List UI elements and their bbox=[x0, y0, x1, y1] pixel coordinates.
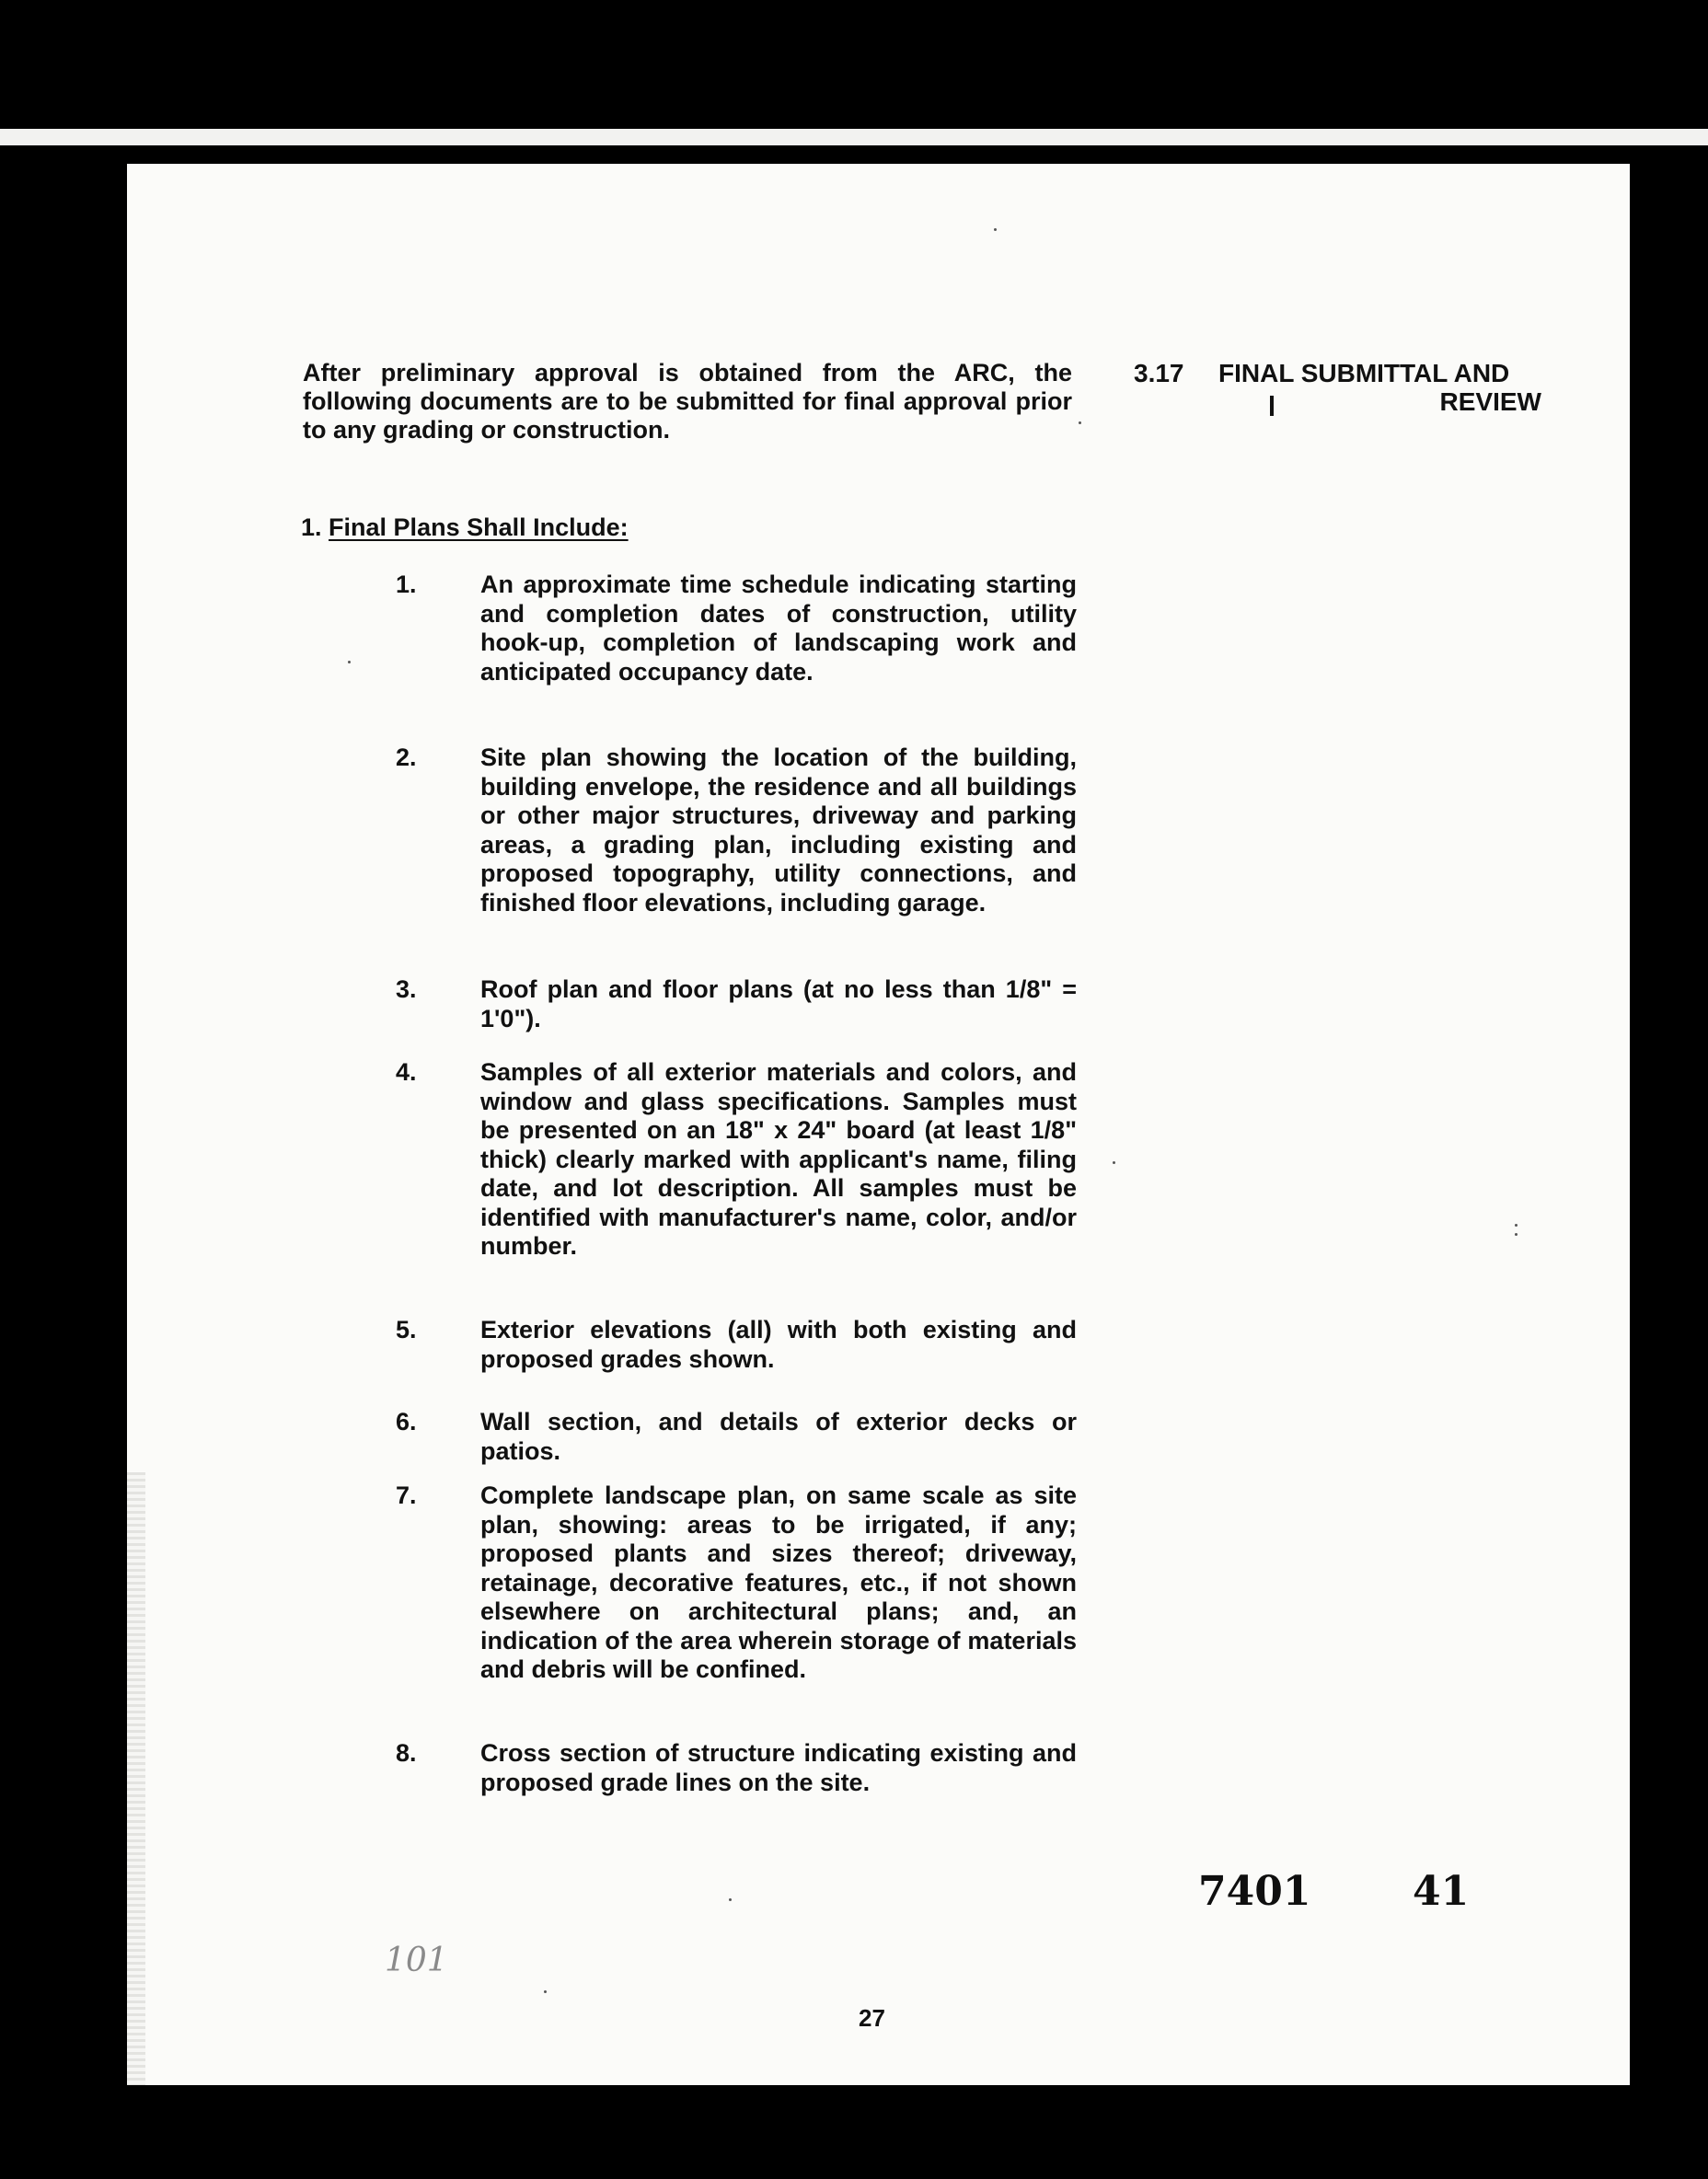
item-number: 7. bbox=[396, 1481, 417, 1509]
stamp-number-right: 41 bbox=[1413, 1868, 1470, 1915]
list-heading-label: Final Plans Shall Include: bbox=[329, 513, 629, 541]
item-number: 3. bbox=[396, 975, 417, 1003]
item-text: An approximate time schedule indicating starting and completion dates of construction, utility hook-up, completion of landscaping work and anticipated occupancy date. bbox=[480, 571, 1077, 686]
item-number: 4. bbox=[396, 1058, 417, 1086]
section-title-line1: FINAL SUBMITTAL AND bbox=[1218, 359, 1510, 387]
scan-speck bbox=[544, 1990, 547, 1993]
list-heading-number: 1. bbox=[301, 513, 322, 541]
section-number: 3.17 bbox=[1134, 359, 1184, 387]
item-number: 5. bbox=[396, 1316, 417, 1343]
item-number: 2. bbox=[396, 744, 417, 771]
stamp-number-left: 7401 bbox=[1198, 1868, 1311, 1915]
item-text: Complete landscape plan, on same scale as site plan, showing: areas to be irrigated, if any; proposed plants and sizes thereof; driveway, retainage, decorative features, etc., if not shown elsewhere on architectural plans; and, an indication of the area wherein storage of materials and debris will be confined. bbox=[480, 1481, 1077, 1683]
scan-speck bbox=[729, 1898, 732, 1901]
list-heading bbox=[301, 513, 629, 542]
item-text: Cross section of structure indicating existing and proposed grade lines on the site. bbox=[480, 1739, 1077, 1796]
item-text: Samples of all exterior materials and colors, and window and glass specifications. Samples must be presented on an 18" x 24" board (at least 1/8" thick) clearly marked with applicant's name, filing date, and lot description. All samples must be identified with manufacturer's name, color, and/or number. bbox=[480, 1058, 1077, 1260]
scan-speck bbox=[1515, 1224, 1518, 1227]
scan-speck bbox=[994, 228, 997, 231]
faint-handwritten-mark: 101 bbox=[385, 1942, 448, 1979]
scan-speck bbox=[348, 661, 351, 663]
item-text: Roof plan and floor plans (at no less than 1/8" = 1'0"). bbox=[480, 975, 1077, 1032]
item-number: 6. bbox=[396, 1408, 417, 1435]
scan-speck bbox=[1113, 1161, 1115, 1164]
scan-speck bbox=[1515, 1233, 1518, 1236]
margin-mark bbox=[1270, 396, 1274, 416]
item-text: Wall section, and details of exterior decks or patios. bbox=[480, 1408, 1077, 1465]
item-number: 8. bbox=[396, 1739, 417, 1767]
item-number: 1. bbox=[396, 571, 417, 598]
scan-speck bbox=[1079, 421, 1081, 424]
item-text: Exterior elevations (all) with both existing and proposed grades shown. bbox=[480, 1316, 1077, 1373]
scan-top-edge bbox=[0, 129, 1708, 145]
page-number: 27 bbox=[859, 2004, 885, 2032]
intro-paragraph: After preliminary approval is obtained from the ARC, the following documents are to be submitted for final approval prior to any grading or construction. bbox=[303, 359, 1072, 444]
section-title-line2: REVIEW bbox=[1439, 387, 1541, 416]
scan-noise bbox=[127, 1472, 145, 2085]
item-text: Site plan showing the location of the building, building envelope, the residence and all buildings or other major structures, driveway and parking areas, a grading plan, including existing and proposed topography, utility connections, and finished floor elevations, including garage. bbox=[480, 744, 1077, 917]
